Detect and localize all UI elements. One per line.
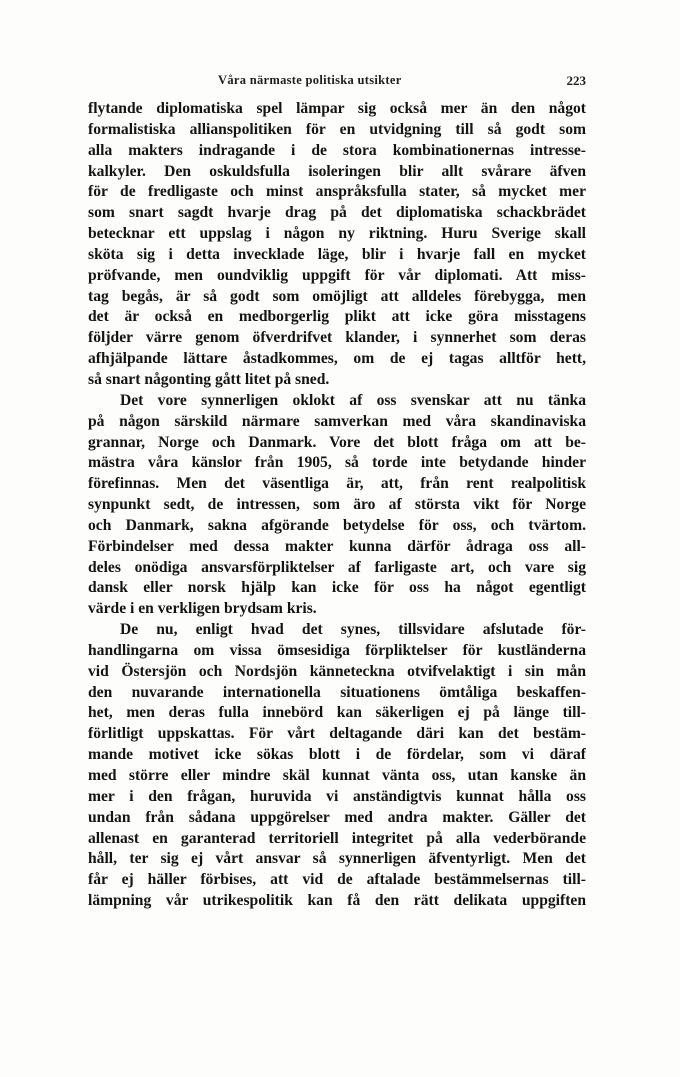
- text-line: betecknar ett uppslag i någon ny riktning. Huru Sverige skall: [88, 225, 586, 243]
- text-line: förlitligt uppskattas. För vårt deltagande däri kan det bestäm-: [88, 725, 586, 743]
- text-line: formalistiska allianspolitiken för en utvidgning till så godt som: [88, 120, 586, 138]
- text-line: kalkyler. Den oskuldsfulla isoleringen blir allt svårare äfven: [88, 162, 586, 180]
- text-line: med större eller mindre skäl kunnat vänta oss, utan kanske än: [88, 767, 586, 784]
- text-line: följder värre genom öfverdrifvet klander, i synnerhet som deras: [88, 329, 586, 347]
- text-line: som snart sagdt hvarje drag på det diplomatiska schackbrädet: [88, 204, 586, 222]
- text-line: förefinnas. Men det väsentliga är, att, från rent realpolitisk: [88, 475, 586, 493]
- text-line: Förbindelser med dessa makter kunna därför ådraga oss all-: [88, 537, 586, 555]
- body-text: [88, 99, 586, 912]
- running-title: Våra närmaste politiska utsikter: [218, 73, 402, 87]
- text-line: Det vore synnerligen oklokt af oss svenskar att nu tänka: [120, 391, 586, 409]
- text-line: den nuvarande internationella situationens ömtåliga beskaffen-: [88, 683, 586, 701]
- text-line: mande motivet icke sökas blott i de fördelar, som vi däraf: [88, 746, 586, 764]
- text-line: mer i den frågan, huruvida vi anständigtvis kunnat hålla oss: [88, 787, 586, 805]
- text-line: dansk eller norsk hjälp kan icke för oss ha något egentligt: [88, 579, 586, 597]
- text-line: håll, ter sig ej vårt ansvar så synnerligen äfventyrligt. Men det: [88, 850, 586, 868]
- text-line: lämpning vår utrikespolitik kan få den rätt delikata uppgiften: [88, 892, 586, 910]
- text-line: på någon särskild närmare samverkan med våra skandinaviska: [88, 412, 586, 430]
- text-line: och Danmark, sakna afgörande betydelse för oss, och tvärtom.: [88, 516, 586, 534]
- text-line: pröfvande, men oundviklig uppgift för vår diplomati. Att miss-: [88, 266, 586, 284]
- text-line: flytande diplomatiska spel lämpar sig också mer än den något: [88, 100, 586, 117]
- text-line: det är också en medborgerlig plikt att icke göra misstagens: [88, 308, 586, 326]
- text-line: får ej häller förbises, att vid de aftalade bestämmelsernas till-: [88, 871, 586, 889]
- text-line: grannar, Norge och Danmark. Vore det blott fråga om att be-: [88, 433, 586, 451]
- text-line: handlingarna om vissa ömsesidiga förpliktelser för kustländerna: [88, 641, 586, 659]
- text-line: mästra våra känslor från 1905, så torde inte betydande hinder: [88, 454, 586, 472]
- text-line: afhjälpande lättare åstadkommes, om de ej tagas alltför hett,: [88, 350, 586, 368]
- text-line: vid Östersjön och Nordsjön känneteckna otvifvelaktigt i sin mån: [88, 662, 586, 680]
- text-line: deles onödiga ansvarsförpliktelser af farligaste art, och vare sig: [88, 558, 586, 576]
- text-line: alla makters indragande i de stora kombinationernas intresse-: [88, 141, 586, 159]
- text-line: het, men deras fulla innebörd kan säkerligen ej på länge till-: [88, 704, 586, 722]
- text-line: synpunkt sedt, de intressen, som äro af största vikt för Norge: [88, 496, 586, 514]
- text-line: tag begås, är så godt som omöjligt att alldeles förebygga, men: [88, 287, 586, 305]
- text-line: De nu, enligt hvad det synes, tillsvidare afslutade för-: [120, 621, 586, 639]
- text-line: allenast en garanterad territoriell integritet på alla vederbörande: [88, 829, 586, 847]
- text-line: för de fredligaste och minst anspråksfulla stater, så mycket mer: [88, 183, 586, 201]
- text-line: sköta sig i detta invecklade läge, blir i hvarje fall en mycket: [88, 245, 586, 263]
- text-line: så snart någonting gått litet på sned.: [88, 370, 330, 388]
- text-line: undan från sådana uppgörelser med andra makter. Gäller det: [88, 808, 586, 826]
- running-head: [88, 73, 586, 95]
- page-number: 223: [566, 73, 586, 88]
- text-line: värde i en verkligen brydsam kris.: [88, 600, 317, 618]
